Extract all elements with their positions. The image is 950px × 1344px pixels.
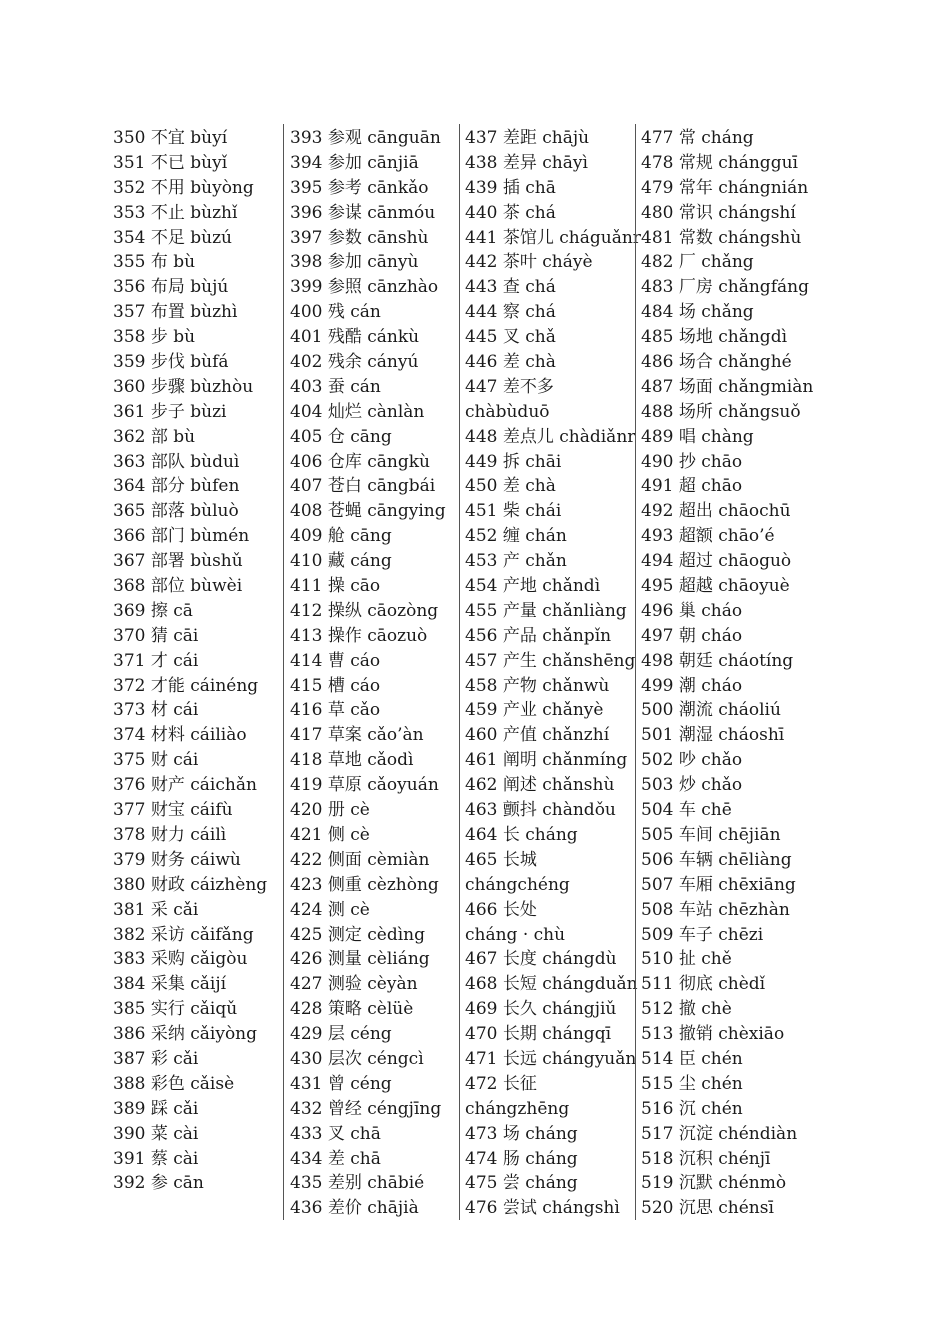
word-entry: 359 步伐 bùfá bbox=[113, 352, 229, 373]
word-entry: 508 车站 chēzhàn bbox=[641, 899, 790, 920]
word-entry: 480 常识 chángshí bbox=[641, 202, 796, 223]
word-entry: 517 沉淀 chéndiàn bbox=[641, 1123, 798, 1144]
word-entry: 426 测量 cèliáng bbox=[290, 949, 430, 970]
word-entry: 455 产量 chǎnliàng bbox=[465, 600, 627, 621]
word-entry: 503 炒 chǎo bbox=[641, 775, 743, 796]
word-entry: 352 不用 bùyòng bbox=[113, 177, 254, 198]
word-entry: 411 操 cāo bbox=[290, 576, 381, 597]
word-entry: 423 侧重 cèzhòng bbox=[290, 874, 439, 895]
word-entry: 469 长久 chángjiǔ bbox=[465, 999, 617, 1020]
word-entry: 437 差距 chājù bbox=[465, 128, 590, 148]
word-entry: 460 产值 chǎnzhí bbox=[465, 725, 610, 746]
word-entry: 488 场所 chǎngsuǒ bbox=[641, 401, 801, 422]
word-entry: 373 材 cái bbox=[113, 700, 199, 721]
word-entry: 387 彩 cǎi bbox=[113, 1048, 199, 1069]
word-entry: 468 长短 chángduǎn bbox=[465, 974, 638, 995]
word-entry: 391 蔡 cài bbox=[113, 1148, 199, 1169]
word-entry: 466 长处 bbox=[465, 899, 537, 920]
word-entry: 429 层 céng bbox=[290, 1024, 392, 1045]
word-column-3 bbox=[465, 126, 641, 1221]
word-entry: 407 苍白 cāngbái bbox=[290, 476, 436, 497]
word-entry: 367 部署 bùshǔ bbox=[113, 551, 243, 572]
word-entry: 431 曾 céng bbox=[290, 1073, 392, 1094]
word-entry: 491 超 chāo bbox=[641, 476, 743, 497]
word-entry: 461 阐明 chǎnmíng bbox=[465, 750, 628, 771]
word-entry: 489 唱 chàng bbox=[641, 426, 754, 447]
word-entry: 470 长期 chángqī bbox=[465, 1024, 612, 1045]
column-divider bbox=[635, 124, 636, 1220]
word-entry: 471 长远 chángyuǎn bbox=[465, 1048, 637, 1069]
word-entry: 393 参观 cānguān bbox=[290, 128, 441, 148]
word-entry: 482 厂 chǎng bbox=[641, 252, 754, 273]
word-entry: 448 差点儿 chàdiǎnr bbox=[465, 426, 636, 447]
word-entry: 479 常年 chángnián bbox=[641, 177, 809, 198]
word-entry: 422 侧面 cèmiàn bbox=[290, 849, 430, 870]
word-entry: 408 苍蝇 cāngying bbox=[290, 501, 446, 522]
word-entry: 402 残余 cányú bbox=[290, 352, 419, 373]
word-entry: 459 产业 chǎnyè bbox=[465, 700, 604, 721]
word-entry: 374 材料 cáiliào bbox=[113, 725, 247, 746]
word-entry: 371 才 cái bbox=[113, 650, 199, 671]
word-entry: 413 操作 cāozuò bbox=[290, 625, 428, 646]
word-entry: 412 操纵 cāozòng bbox=[290, 600, 439, 621]
word-entry: 443 查 chá bbox=[465, 277, 556, 298]
word-entry: 385 实行 cǎiqǔ bbox=[113, 999, 238, 1020]
word-entry: 485 场地 chǎngdì bbox=[641, 327, 788, 348]
word-entry: 445 叉 chǎ bbox=[465, 327, 556, 348]
word-column-4 bbox=[641, 126, 841, 1221]
word-entry: 494 超过 chāoguò bbox=[641, 551, 792, 572]
word-entry: 358 步 bù bbox=[113, 327, 196, 348]
word-entry: 403 蚕 cán bbox=[290, 376, 381, 397]
word-entry: 473 场 cháng bbox=[465, 1123, 578, 1144]
word-entry: 501 潮湿 cháoshī bbox=[641, 725, 785, 746]
word-entry: 396 参谋 cānmóu bbox=[290, 202, 436, 223]
word-entry: 351 不已 bùyǐ bbox=[113, 152, 228, 173]
word-entry: 442 茶叶 cháyè bbox=[465, 252, 593, 273]
word-entry: 388 彩色 cǎisè bbox=[113, 1073, 235, 1094]
word-entry: 504 车 chē bbox=[641, 800, 732, 821]
word-entry: 447 差不多 bbox=[465, 376, 554, 397]
word-entry: 439 插 chā bbox=[465, 177, 556, 198]
word-entry: 418 草地 cǎodì bbox=[290, 750, 414, 771]
word-entry: 487 场面 chǎngmiàn bbox=[641, 376, 814, 397]
word-entry: 430 层次 céngcì bbox=[290, 1048, 424, 1069]
word-entry: 433 叉 chā bbox=[290, 1123, 381, 1144]
word-entry: 486 场合 chǎnghé bbox=[641, 352, 792, 373]
word-entry: 510 扯 chě bbox=[641, 949, 732, 970]
word-entry: 404 灿烂 cànlàn bbox=[290, 401, 425, 422]
word-entry: 492 超出 chāochū bbox=[641, 501, 791, 522]
word-entry: 472 长征 bbox=[465, 1073, 537, 1094]
word-entry: 399 参照 cānzhào bbox=[290, 277, 439, 298]
word-entry: 500 潮流 cháoliú bbox=[641, 700, 781, 721]
word-entry: 382 采访 cǎifǎng bbox=[113, 924, 254, 945]
word-entry: 354 不足 bùzú bbox=[113, 227, 232, 248]
word-entry: 401 残酷 cánkù bbox=[290, 327, 420, 348]
word-entry: 428 策略 cèlüè bbox=[290, 999, 414, 1020]
word-entry: 458 产物 chǎnwù bbox=[465, 675, 610, 696]
word-entry: 397 参数 cānshù bbox=[290, 227, 429, 248]
word-entry: 434 差 chā bbox=[290, 1148, 381, 1169]
word-entry: 398 参加 cānyù bbox=[290, 252, 419, 273]
word-entry: 452 缠 chán bbox=[465, 526, 567, 547]
word-entry: 376 财产 cáichǎn bbox=[113, 775, 257, 796]
word-entry: 381 采 cǎi bbox=[113, 899, 199, 920]
word-entry: 405 仓 cāng bbox=[290, 426, 392, 447]
word-entry: 518 沉积 chénjī bbox=[641, 1148, 771, 1169]
word-entry: chángzhēng bbox=[465, 1098, 570, 1119]
word-entry: 420 册 cè bbox=[290, 800, 370, 821]
word-entry: 463 颤抖 chàndǒu bbox=[465, 800, 616, 821]
word-entry: 457 产生 chǎnshēng bbox=[465, 650, 636, 671]
word-entry: 355 布 bù bbox=[113, 252, 196, 273]
word-entry: 481 常数 chángshù bbox=[641, 227, 802, 248]
word-entry: 364 部分 bùfen bbox=[113, 476, 240, 497]
word-entry: 369 擦 cā bbox=[113, 600, 193, 621]
column-divider bbox=[283, 124, 284, 1220]
word-entry: 462 阐述 chǎnshù bbox=[465, 775, 615, 796]
word-entry: chángchéng bbox=[465, 874, 570, 895]
word-entry: 450 差 chà bbox=[465, 476, 556, 497]
word-entry: 436 差价 chājià bbox=[290, 1198, 419, 1219]
word-entry: 497 朝 cháo bbox=[641, 625, 743, 646]
word-entry: chàbùduō bbox=[465, 401, 550, 422]
word-entry: 390 菜 cài bbox=[113, 1123, 199, 1144]
word-entry: 363 部队 bùduì bbox=[113, 451, 240, 472]
word-entry: 406 仓库 cāngkù bbox=[290, 451, 430, 472]
word-entry: 444 察 chá bbox=[465, 302, 556, 323]
word-entry: 424 测 cè bbox=[290, 899, 370, 920]
word-entry: 356 布局 bùjú bbox=[113, 277, 229, 298]
word-entry: 484 场 chǎng bbox=[641, 302, 754, 323]
word-column-1 bbox=[113, 126, 281, 1196]
word-entry: cháng · chù bbox=[465, 924, 566, 945]
word-entry: 377 财宝 cáifù bbox=[113, 800, 233, 821]
word-entry: 454 产地 chǎndì bbox=[465, 576, 601, 597]
word-entry: 383 采购 cǎigòu bbox=[113, 949, 248, 970]
word-entry: 392 参 cān bbox=[113, 1173, 204, 1194]
word-entry: 435 差别 chābié bbox=[290, 1173, 425, 1194]
word-entry: 421 侧 cè bbox=[290, 824, 370, 845]
word-entry: 512 撤 chè bbox=[641, 999, 732, 1020]
word-entry: 516 沉 chén bbox=[641, 1098, 743, 1119]
word-entry: 505 车间 chējiān bbox=[641, 824, 781, 845]
word-entry: 514 臣 chén bbox=[641, 1048, 743, 1069]
word-entry: 453 产 chǎn bbox=[465, 551, 567, 572]
word-entry: 415 槽 cáo bbox=[290, 675, 381, 696]
word-entry: 386 采纳 cǎiyòng bbox=[113, 1024, 258, 1045]
word-entry: 365 部落 bùluò bbox=[113, 501, 239, 522]
column-divider bbox=[459, 124, 460, 1220]
word-entry: 507 车厢 chēxiāng bbox=[641, 874, 796, 895]
word-entry: 380 财政 cáizhèng bbox=[113, 874, 268, 895]
word-entry: 478 常规 chángguī bbox=[641, 152, 798, 173]
word-entry: 361 步子 bùzi bbox=[113, 401, 227, 422]
word-entry: 372 才能 cáinéng bbox=[113, 675, 259, 696]
word-entry: 350 不宜 bùyí bbox=[113, 128, 228, 148]
word-entry: 375 财 cái bbox=[113, 750, 199, 771]
word-entry: 417 草案 cǎo’àn bbox=[290, 725, 424, 746]
word-entry: 509 车子 chēzi bbox=[641, 924, 764, 945]
word-entry: 384 采集 cǎijí bbox=[113, 974, 227, 995]
word-entry: 495 超越 chāoyuè bbox=[641, 576, 790, 597]
word-entry: 360 步骤 bùzhòu bbox=[113, 376, 254, 397]
word-entry: 389 踩 cǎi bbox=[113, 1098, 199, 1119]
word-entry: 394 参加 cānjiā bbox=[290, 152, 419, 173]
word-entry: 441 茶馆儿 cháguǎnr bbox=[465, 227, 641, 248]
word-entry: 493 超额 chāo’é bbox=[641, 526, 775, 547]
word-entry: 477 常 cháng bbox=[641, 128, 754, 148]
word-entry: 353 不止 bùzhǐ bbox=[113, 202, 238, 223]
word-entry: 465 长城 bbox=[465, 849, 537, 870]
word-entry: 425 测定 cèdìng bbox=[290, 924, 425, 945]
word-entry: 506 车辆 chēliàng bbox=[641, 849, 792, 870]
word-entry: 446 差 chà bbox=[465, 352, 556, 373]
word-entry: 511 彻底 chèdǐ bbox=[641, 974, 766, 995]
word-entry: 502 吵 chǎo bbox=[641, 750, 743, 771]
word-entry: 357 布置 bùzhì bbox=[113, 302, 238, 323]
word-entry: 440 茶 chá bbox=[465, 202, 556, 223]
word-entry: 456 产品 chǎnpǐn bbox=[465, 625, 612, 646]
word-entry: 366 部门 bùmén bbox=[113, 526, 250, 547]
word-entry: 362 部 bù bbox=[113, 426, 196, 447]
word-entry: 438 差异 chāyì bbox=[465, 152, 588, 173]
word-entry: 476 尝试 chángshì bbox=[465, 1198, 620, 1219]
word-entry: 449 拆 chāi bbox=[465, 451, 562, 472]
word-entry: 467 长度 chángdù bbox=[465, 949, 617, 970]
word-entry: 490 抄 chāo bbox=[641, 451, 743, 472]
word-entry: 474 肠 cháng bbox=[465, 1148, 578, 1169]
word-entry: 499 潮 cháo bbox=[641, 675, 743, 696]
word-entry: 416 草 cǎo bbox=[290, 700, 381, 721]
word-entry: 515 尘 chén bbox=[641, 1073, 743, 1094]
word-entry: 464 长 cháng bbox=[465, 824, 578, 845]
word-entry: 370 猜 cāi bbox=[113, 625, 199, 646]
word-entry: 379 财务 cáiwù bbox=[113, 849, 241, 870]
word-entry: 427 测验 cèyàn bbox=[290, 974, 418, 995]
word-entry: 400 残 cán bbox=[290, 302, 381, 323]
word-entry: 475 尝 cháng bbox=[465, 1173, 578, 1194]
word-entry: 520 沉思 chénsī bbox=[641, 1198, 774, 1219]
word-entry: 409 舱 cāng bbox=[290, 526, 392, 547]
word-entry: 513 撤销 chèxiāo bbox=[641, 1024, 785, 1045]
word-entry: 395 参考 cānkǎo bbox=[290, 177, 429, 198]
word-entry: 483 厂房 chǎngfáng bbox=[641, 277, 809, 298]
word-entry: 414 曹 cáo bbox=[290, 650, 381, 671]
word-entry: 432 曾经 céngjīng bbox=[290, 1098, 442, 1119]
word-entry: 419 草原 cǎoyuán bbox=[290, 775, 439, 796]
word-column-2 bbox=[290, 126, 455, 1221]
word-entry: 368 部位 bùwèi bbox=[113, 576, 243, 597]
word-entry: 451 柴 chái bbox=[465, 501, 562, 522]
word-entry: 496 巢 cháo bbox=[641, 600, 743, 621]
word-entry: 498 朝廷 cháotíng bbox=[641, 650, 794, 671]
word-entry: 410 藏 cáng bbox=[290, 551, 392, 572]
word-entry: 378 财力 cáilì bbox=[113, 824, 227, 845]
word-entry: 519 沉默 chénmò bbox=[641, 1173, 787, 1194]
